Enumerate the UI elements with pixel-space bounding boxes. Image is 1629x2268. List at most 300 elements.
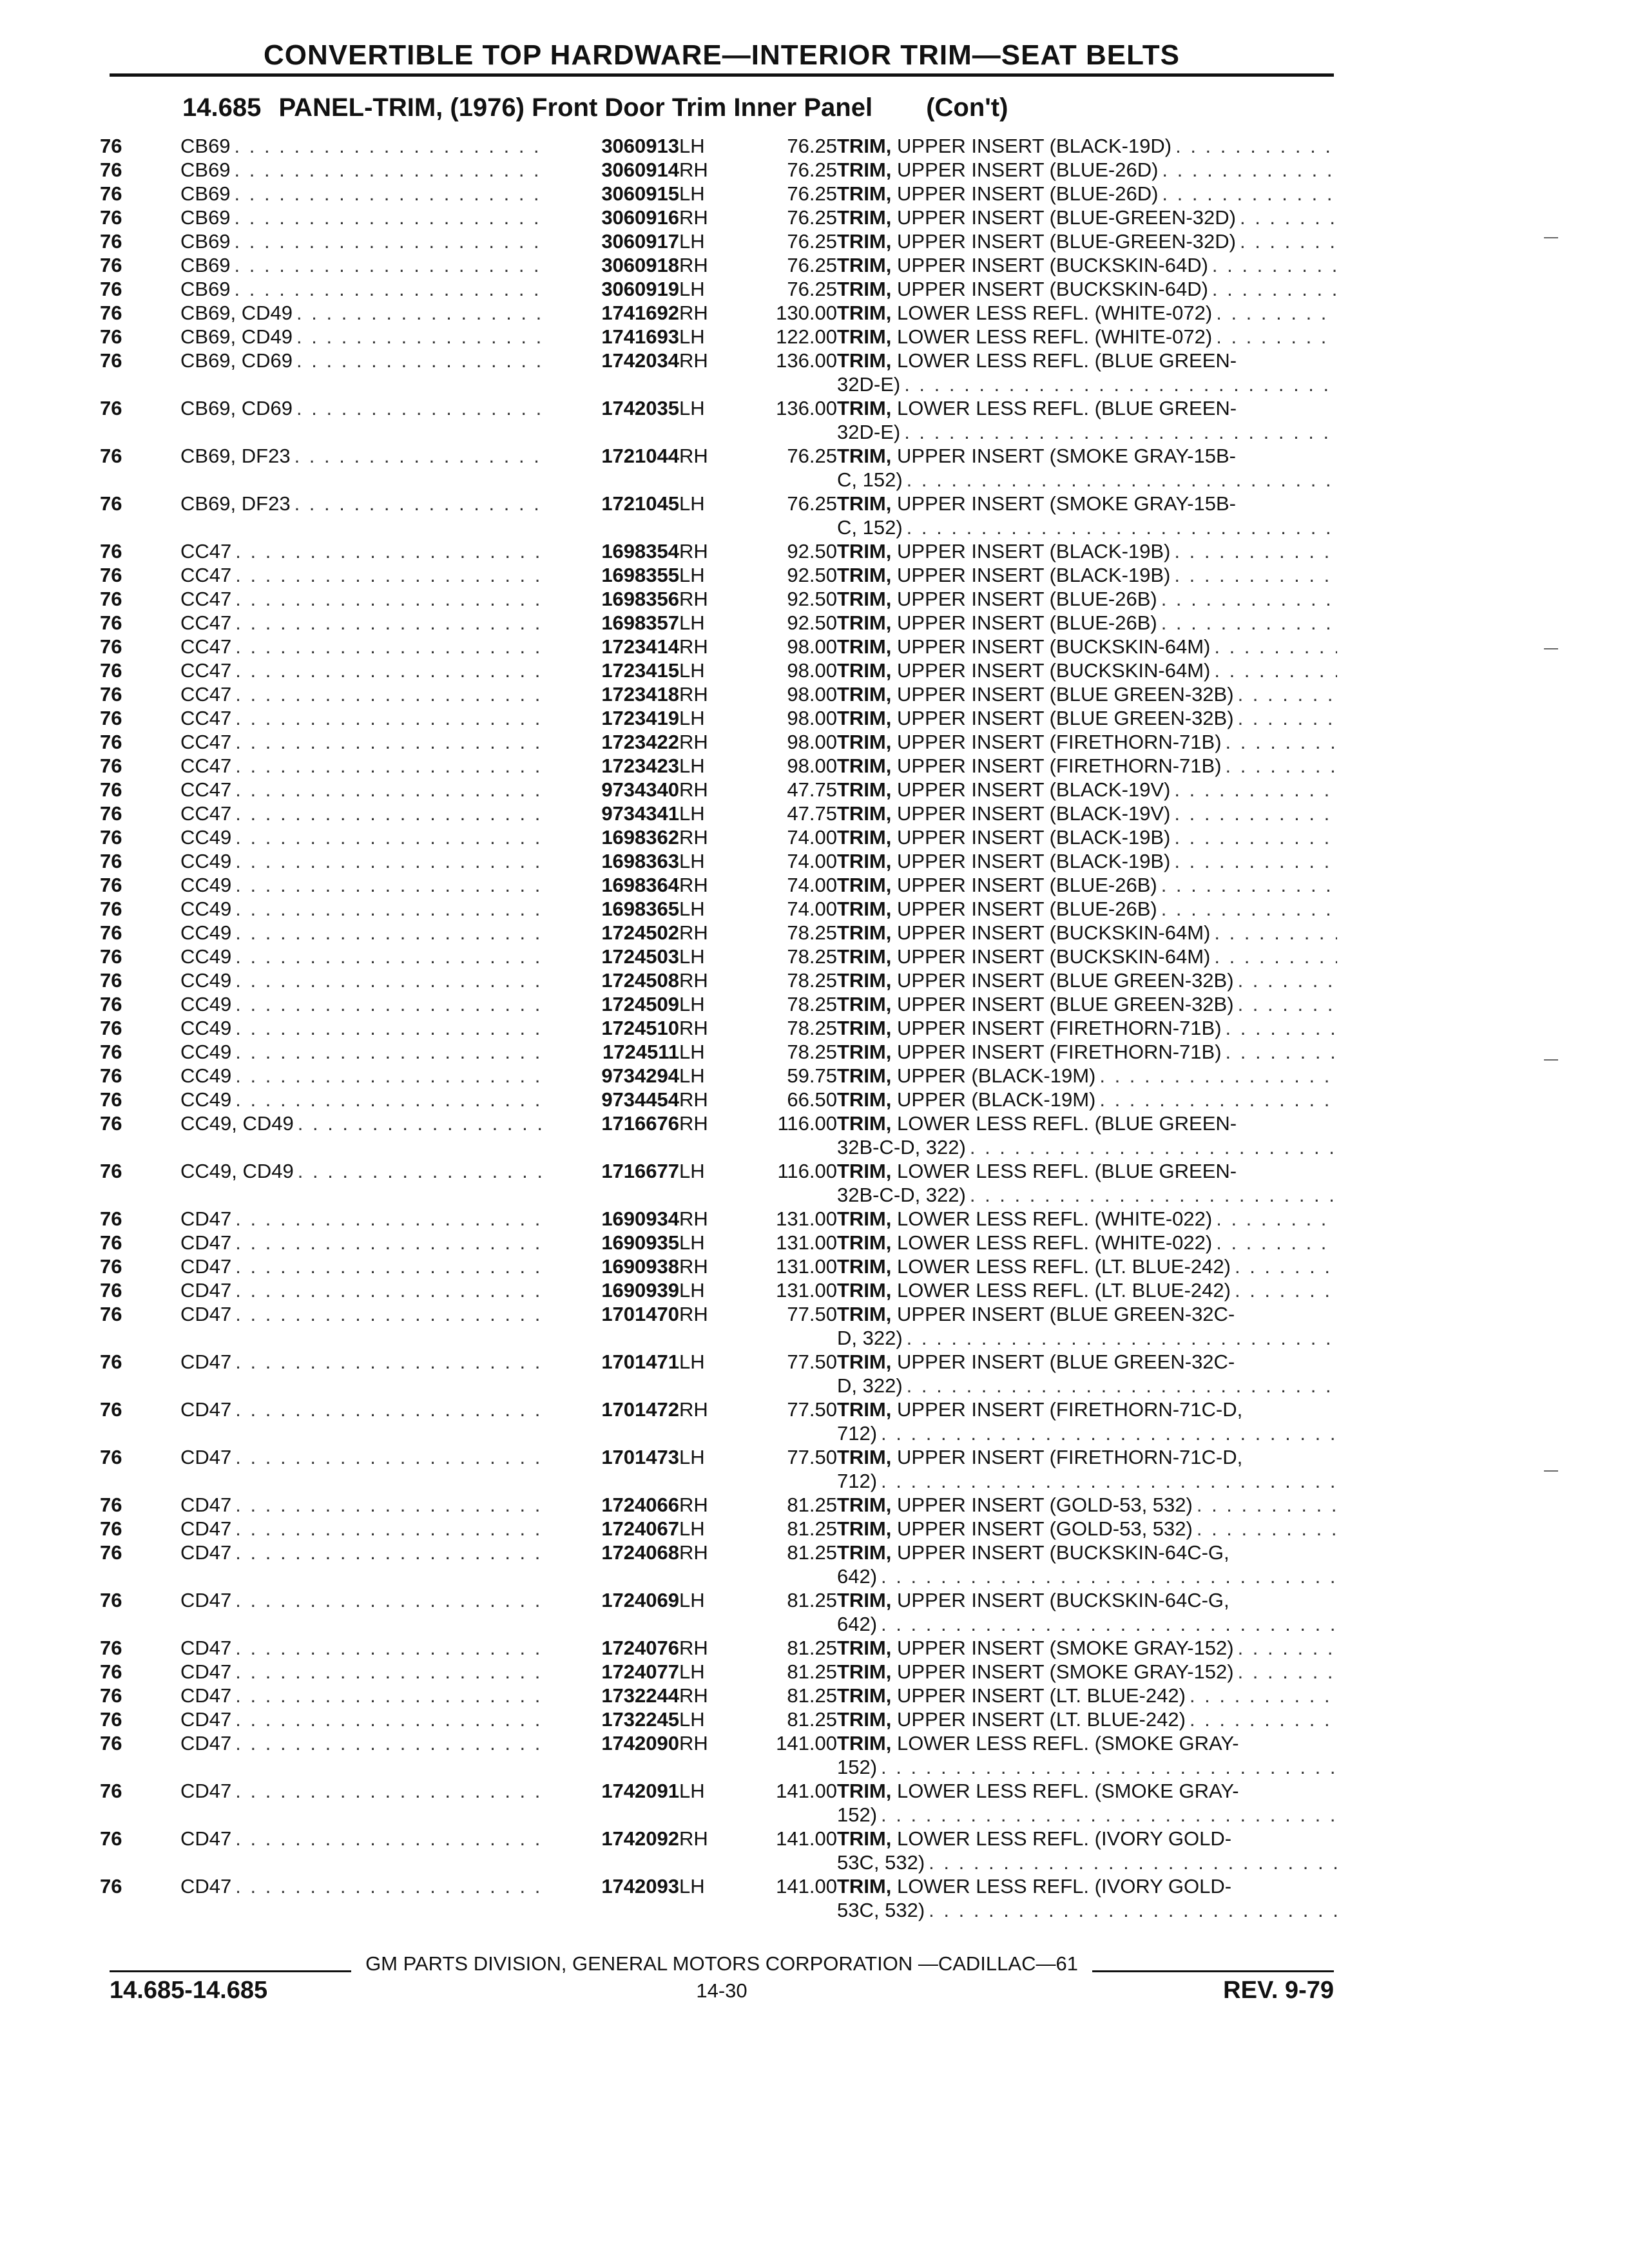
- description-detail: LOWER LESS REFL. (WHITE-072): [897, 325, 1213, 348]
- part-number: 1742090: [601, 1732, 679, 1754]
- part-number: 1701470: [601, 1303, 679, 1325]
- model-leader: [180, 1231, 558, 1254]
- table-row: [100, 897, 1337, 921]
- description-keyword: TRIM,: [837, 325, 892, 348]
- model-year: 76: [100, 1231, 122, 1254]
- price: 78.25: [787, 993, 837, 1015]
- description-detail: UPPER INSERT (FIRETHORN-71B): [897, 1041, 1222, 1063]
- side: LH: [679, 492, 705, 515]
- description-line: [837, 206, 1337, 229]
- dot-leader: [231, 1731, 541, 1755]
- table-row: [100, 277, 1337, 301]
- description-text: [837, 1160, 1237, 1182]
- description-line: [837, 1040, 1337, 1064]
- model-code: CC49: [180, 850, 232, 872]
- description-continuation: [837, 1421, 1337, 1445]
- description-detail: LOWER LESS REFL. (SMOKE GRAY-: [897, 1732, 1239, 1754]
- description-text: [837, 397, 1237, 419]
- model-year: 76: [100, 1637, 122, 1659]
- table-row: [100, 1660, 1337, 1684]
- description-detail: UPPER INSERT (BLACK-19B): [897, 850, 1171, 872]
- description-detail-continued: 152): [837, 1803, 878, 1826]
- dot-leader: [231, 1254, 541, 1278]
- part-number: 1698356: [601, 588, 679, 610]
- dot-leader: [231, 229, 541, 253]
- description-detail: UPPER INSERT (BLUE-GREEN-32D): [897, 206, 1236, 229]
- price: 76.25: [787, 445, 837, 467]
- description-line: [837, 1684, 1337, 1707]
- dot-leader: [1236, 206, 1337, 229]
- model-year: 76: [100, 1446, 122, 1468]
- section-continued: (Con't): [926, 93, 1008, 122]
- model-leader: [180, 849, 558, 873]
- dot-leader: [231, 1278, 541, 1302]
- description-line: [837, 658, 1337, 682]
- model-year: 76: [100, 1494, 122, 1516]
- model-leader: [180, 1588, 558, 1612]
- description-line: [837, 802, 1337, 825]
- price: 98.00: [787, 754, 837, 777]
- dot-leader: [900, 372, 1337, 396]
- description-detail: UPPER INSERT (BLACK-19V): [897, 778, 1171, 801]
- price: 78.25: [787, 1041, 837, 1063]
- model-year: 76: [100, 1041, 122, 1063]
- model-year: 76: [100, 898, 122, 920]
- description-text: [837, 1780, 1239, 1802]
- description-keyword: TRIM,: [837, 659, 892, 682]
- dot-leader: [231, 253, 541, 277]
- model-leader: [180, 1707, 558, 1731]
- part-number: 1724511: [602, 1041, 679, 1063]
- model-year: 76: [100, 1732, 122, 1754]
- side: RH: [679, 1017, 708, 1039]
- description-detail-continued: 32D-E): [837, 421, 901, 443]
- part-number: 3060917: [601, 230, 679, 253]
- price: 81.25: [787, 1660, 837, 1683]
- description-keyword: TRIM,: [837, 302, 892, 324]
- model-leader: [180, 206, 558, 229]
- description-line: [837, 539, 1337, 563]
- description-keyword: TRIM,: [837, 1494, 892, 1516]
- description-cell: [837, 1278, 1337, 1302]
- model-code: CB69: [180, 182, 231, 205]
- table-row: [100, 229, 1337, 253]
- description-line: [837, 1541, 1337, 1564]
- dot-leader: [231, 849, 541, 873]
- model-year: 76: [100, 397, 122, 419]
- description-detail-continued: 32B-C-D, 322): [837, 1136, 966, 1158]
- side: LH: [679, 802, 705, 825]
- dot-leader: [1095, 1088, 1337, 1111]
- description-line: [837, 682, 1337, 706]
- table-row: [100, 754, 1337, 778]
- description-line: [837, 444, 1337, 468]
- model-leader: [180, 611, 558, 635]
- page-title: CONVERTIBLE TOP HARDWARE—INTERIOR TRIM—SEAT BELTS: [263, 39, 1180, 71]
- model-code: CD47: [180, 1684, 232, 1707]
- side: RH: [679, 1398, 708, 1421]
- model-cell: [180, 229, 558, 253]
- description-keyword: TRIM,: [837, 445, 892, 467]
- model-cell: [180, 182, 558, 206]
- dot-leader: [1170, 778, 1337, 802]
- description-text: [837, 1827, 1231, 1850]
- part-number: 9734340: [601, 778, 679, 801]
- description-cell: [837, 849, 1337, 873]
- model-year: 76: [100, 1017, 122, 1039]
- dot-leader: [1170, 825, 1337, 849]
- price: 77.50: [787, 1303, 837, 1325]
- model-cell: [180, 1684, 558, 1707]
- description-text: [837, 1231, 1212, 1254]
- model-code: CD47: [180, 1708, 232, 1731]
- model-year: 76: [100, 1064, 122, 1087]
- description-keyword: TRIM,: [837, 1660, 892, 1683]
- model-leader: [180, 1827, 558, 1850]
- model-leader: [180, 730, 558, 754]
- description-detail: LOWER LESS REFL. (WHITE-022): [897, 1231, 1213, 1254]
- description-text: [837, 1589, 1229, 1611]
- dot-leader: [1234, 682, 1337, 706]
- price: 78.25: [787, 969, 837, 992]
- dot-leader: [903, 468, 1337, 492]
- description-cell: [837, 134, 1337, 158]
- model-cell: [180, 1040, 558, 1064]
- description-continuation: [837, 1564, 1337, 1588]
- model-year: 76: [100, 135, 122, 157]
- part-number: 1701472: [601, 1398, 679, 1421]
- description-keyword: TRIM,: [837, 635, 892, 658]
- model-code: CB69: [180, 159, 231, 181]
- model-cell: [180, 1231, 558, 1254]
- model-cell: [180, 1445, 558, 1493]
- description-detail: LOWER LESS REFL. (LT. BLUE-242): [897, 1279, 1231, 1302]
- description-keyword: TRIM,: [837, 159, 892, 181]
- table-row: [100, 611, 1337, 635]
- model-year: 76: [100, 1684, 122, 1707]
- dot-leader: [925, 1850, 1337, 1874]
- dot-leader: [966, 1135, 1337, 1159]
- dot-leader: [1234, 992, 1337, 1016]
- side: LH: [679, 659, 705, 682]
- part-number: 1724076: [601, 1637, 679, 1659]
- description-cell: [837, 301, 1337, 325]
- description-cell: [837, 730, 1337, 754]
- description-cell: [837, 1398, 1337, 1445]
- description-keyword: TRIM,: [837, 1875, 892, 1898]
- model-leader: [180, 635, 558, 658]
- model-code: CC47: [180, 707, 232, 729]
- table-row: [100, 1493, 1337, 1517]
- table-row: [100, 539, 1337, 563]
- side: RH: [679, 1207, 708, 1230]
- description-detail-continued: D, 322): [837, 1374, 903, 1397]
- description-line: [837, 1493, 1337, 1517]
- description-cell: [837, 1207, 1337, 1231]
- description-keyword: TRIM,: [837, 1041, 892, 1063]
- dot-leader: [877, 1564, 1337, 1588]
- table-row: [100, 873, 1337, 897]
- model-leader: [180, 229, 558, 253]
- dot-leader: [231, 921, 541, 945]
- model-leader: [180, 1541, 558, 1564]
- description-cell: [837, 802, 1337, 825]
- description-line: [837, 706, 1337, 730]
- side: RH: [679, 254, 708, 276]
- model-year: 76: [100, 1350, 122, 1373]
- description-keyword: TRIM,: [837, 278, 892, 300]
- model-year: 76: [100, 850, 122, 872]
- side: LH: [679, 325, 705, 348]
- footer-rule-left: [110, 1970, 351, 1972]
- price: 98.00: [787, 707, 837, 729]
- model-cell: [180, 1254, 558, 1278]
- dot-leader: [877, 1469, 1337, 1493]
- description-text: [837, 253, 1208, 277]
- part-number: 1698362: [601, 826, 679, 849]
- table-row: [100, 682, 1337, 706]
- table-row: [100, 1302, 1337, 1350]
- price: 78.25: [787, 921, 837, 944]
- description-cell: [837, 1517, 1337, 1541]
- model-leader: [180, 1660, 558, 1684]
- description-line: [837, 1254, 1337, 1278]
- table-row: [100, 1541, 1337, 1588]
- dot-leader: [1210, 635, 1337, 658]
- description-keyword: TRIM,: [837, 850, 892, 872]
- description-continuation: [837, 1850, 1337, 1874]
- description-detail-continued: 642): [837, 1565, 878, 1588]
- model-cell: [180, 396, 558, 444]
- description-detail: UPPER INSERT (BUCKSKIN-64C-G,: [897, 1541, 1229, 1564]
- dot-leader: [231, 1207, 541, 1231]
- side: LH: [679, 278, 705, 300]
- margin-tick: [1544, 648, 1558, 649]
- description-text: [837, 897, 1157, 921]
- description-continuation: [837, 1469, 1337, 1493]
- model-cell: [180, 349, 558, 396]
- table-row: [100, 134, 1337, 158]
- description-keyword: TRIM,: [837, 1017, 892, 1039]
- description-keyword: TRIM,: [837, 540, 892, 562]
- part-number: 1690939: [601, 1279, 679, 1302]
- side: RH: [679, 969, 708, 992]
- description-detail: UPPER (BLACK-19M): [897, 1064, 1096, 1087]
- model-leader: [180, 1111, 558, 1135]
- description-detail: UPPER INSERT (BUCKSKIN-64D): [897, 278, 1208, 300]
- description-cell: [837, 992, 1337, 1016]
- price: 92.50: [787, 611, 837, 634]
- price: 136.00: [776, 397, 837, 419]
- model-cell: [180, 1874, 558, 1922]
- description-line: [837, 1588, 1337, 1612]
- model-leader: [180, 1302, 558, 1326]
- description-detail: UPPER INSERT (BLUE GREEN-32C-: [897, 1350, 1235, 1373]
- model-leader: [180, 563, 558, 587]
- description-text: [837, 849, 1170, 873]
- description-cell: [837, 1111, 1337, 1159]
- description-detail-continued: 712): [837, 1470, 878, 1492]
- table-row: [100, 1588, 1337, 1636]
- part-number: 3060915: [601, 182, 679, 205]
- part-number: 1724510: [601, 1017, 679, 1039]
- table-row: [100, 444, 1337, 492]
- part-number: 1698365: [601, 898, 679, 920]
- model-cell: [180, 897, 558, 921]
- dot-leader: [231, 539, 541, 563]
- dot-leader: [1193, 1517, 1337, 1541]
- side: LH: [679, 564, 705, 586]
- side: LH: [679, 611, 705, 634]
- description-continuation: [837, 468, 1337, 492]
- description-continuation: [837, 420, 1337, 444]
- description-text: [837, 539, 1170, 563]
- table-row: [100, 635, 1337, 658]
- dot-leader: [877, 1755, 1337, 1779]
- dot-leader: [1234, 1660, 1337, 1684]
- model-code: CB69, CD49: [180, 325, 293, 348]
- description-keyword: TRIM,: [837, 1303, 892, 1325]
- description-line: [837, 1731, 1337, 1755]
- description-text: [837, 1040, 1222, 1064]
- description-text: [837, 1707, 1186, 1731]
- model-cell: [180, 1541, 558, 1588]
- description-cell: [837, 277, 1337, 301]
- part-number: 3060919: [601, 278, 679, 300]
- price: 98.00: [787, 683, 837, 706]
- table-row: [100, 158, 1337, 182]
- dot-leader: [1210, 945, 1337, 968]
- side: RH: [679, 921, 708, 944]
- table-row: [100, 492, 1337, 539]
- price: 92.50: [787, 588, 837, 610]
- dot-leader: [1212, 1207, 1337, 1231]
- dot-leader: [231, 158, 541, 182]
- model-cell: [180, 587, 558, 611]
- table-row: [100, 730, 1337, 754]
- model-year: 76: [100, 182, 122, 205]
- model-cell: [180, 325, 558, 349]
- model-code: CB69: [180, 254, 231, 276]
- table-row: [100, 1779, 1337, 1827]
- description-text: [837, 754, 1222, 778]
- description-detail: LOWER LESS REFL. (IVORY GOLD-: [897, 1827, 1232, 1850]
- table-row: [100, 253, 1337, 277]
- dot-leader: [231, 968, 541, 992]
- model-cell: [180, 1588, 558, 1636]
- model-cell: [180, 706, 558, 730]
- description-keyword: TRIM,: [837, 492, 892, 515]
- dot-leader: [231, 182, 541, 206]
- part-number: 1698355: [601, 564, 679, 586]
- price: 76.25: [787, 206, 837, 229]
- dot-leader: [1234, 968, 1337, 992]
- dot-leader: [1212, 325, 1337, 349]
- table-row: [100, 1254, 1337, 1278]
- model-leader: [180, 1254, 558, 1278]
- price: 76.25: [787, 182, 837, 205]
- model-year: 76: [100, 683, 122, 706]
- description-cell: [837, 1707, 1337, 1731]
- description-cell: [837, 1636, 1337, 1660]
- part-number: 1723415: [601, 659, 679, 682]
- description-detail-continued: 53C, 532): [837, 1851, 925, 1874]
- description-text: [837, 277, 1208, 301]
- dot-leader: [231, 1064, 541, 1088]
- table-row: [100, 1874, 1337, 1922]
- model-cell: [180, 873, 558, 897]
- model-code: CC47: [180, 754, 232, 777]
- part-number: 1724068: [601, 1541, 679, 1564]
- model-year: 76: [100, 540, 122, 562]
- description-detail-continued: C, 152): [837, 516, 903, 539]
- model-cell: [180, 730, 558, 754]
- description-cell: [837, 1541, 1337, 1588]
- table-row: [100, 1517, 1337, 1541]
- description-cell: [837, 658, 1337, 682]
- side: RH: [679, 635, 708, 658]
- description-detail: UPPER INSERT (LT. BLUE-242): [897, 1684, 1186, 1707]
- model-leader: [180, 802, 558, 825]
- model-code: CC49: [180, 1088, 232, 1111]
- model-leader: [180, 1874, 558, 1898]
- table-row: [100, 1040, 1337, 1064]
- description-cell: [837, 1493, 1337, 1517]
- description-detail: UPPER INSERT (SMOKE GRAY-152): [897, 1637, 1234, 1659]
- description-cell: [837, 253, 1337, 277]
- description-detail: UPPER INSERT (BLUE-26B): [897, 611, 1157, 634]
- part-number: 1698363: [601, 850, 679, 872]
- description-line: [837, 1302, 1337, 1326]
- dot-leader: [231, 1445, 541, 1469]
- table-row: [100, 706, 1337, 730]
- model-year: 76: [100, 826, 122, 849]
- part-number: 1724509: [601, 993, 679, 1015]
- description-text: [837, 778, 1170, 802]
- part-number: 1724503: [601, 945, 679, 968]
- part-number: 1724077: [601, 1660, 679, 1683]
- dot-leader: [294, 1159, 541, 1183]
- description-keyword: TRIM,: [837, 564, 892, 586]
- model-code: CD47: [180, 1231, 232, 1254]
- model-cell: [180, 1302, 558, 1350]
- description-cell: [837, 1350, 1337, 1398]
- description-keyword: TRIM,: [837, 1088, 892, 1111]
- table-row: [100, 1064, 1337, 1088]
- table-row: [100, 1707, 1337, 1731]
- dot-leader: [1234, 1636, 1337, 1660]
- model-year: 76: [100, 993, 122, 1015]
- part-number: 1742091: [601, 1780, 679, 1802]
- model-leader: [180, 706, 558, 730]
- model-code: CC49: [180, 874, 232, 896]
- description-cell: [837, 897, 1337, 921]
- description-keyword: TRIM,: [837, 1398, 892, 1421]
- description-detail: UPPER INSERT (GOLD-53, 532): [897, 1494, 1193, 1516]
- dot-leader: [1193, 1493, 1337, 1517]
- description-cell: [837, 611, 1337, 635]
- model-cell: [180, 1707, 558, 1731]
- dot-leader: [231, 1660, 541, 1684]
- description-cell: [837, 229, 1337, 253]
- model-year: 76: [100, 1398, 122, 1421]
- description-keyword: TRIM,: [837, 921, 892, 944]
- dot-leader: [231, 778, 541, 802]
- model-leader: [180, 825, 558, 849]
- header-rule: [110, 73, 1334, 77]
- description-text: [837, 1254, 1231, 1278]
- side: RH: [679, 540, 708, 562]
